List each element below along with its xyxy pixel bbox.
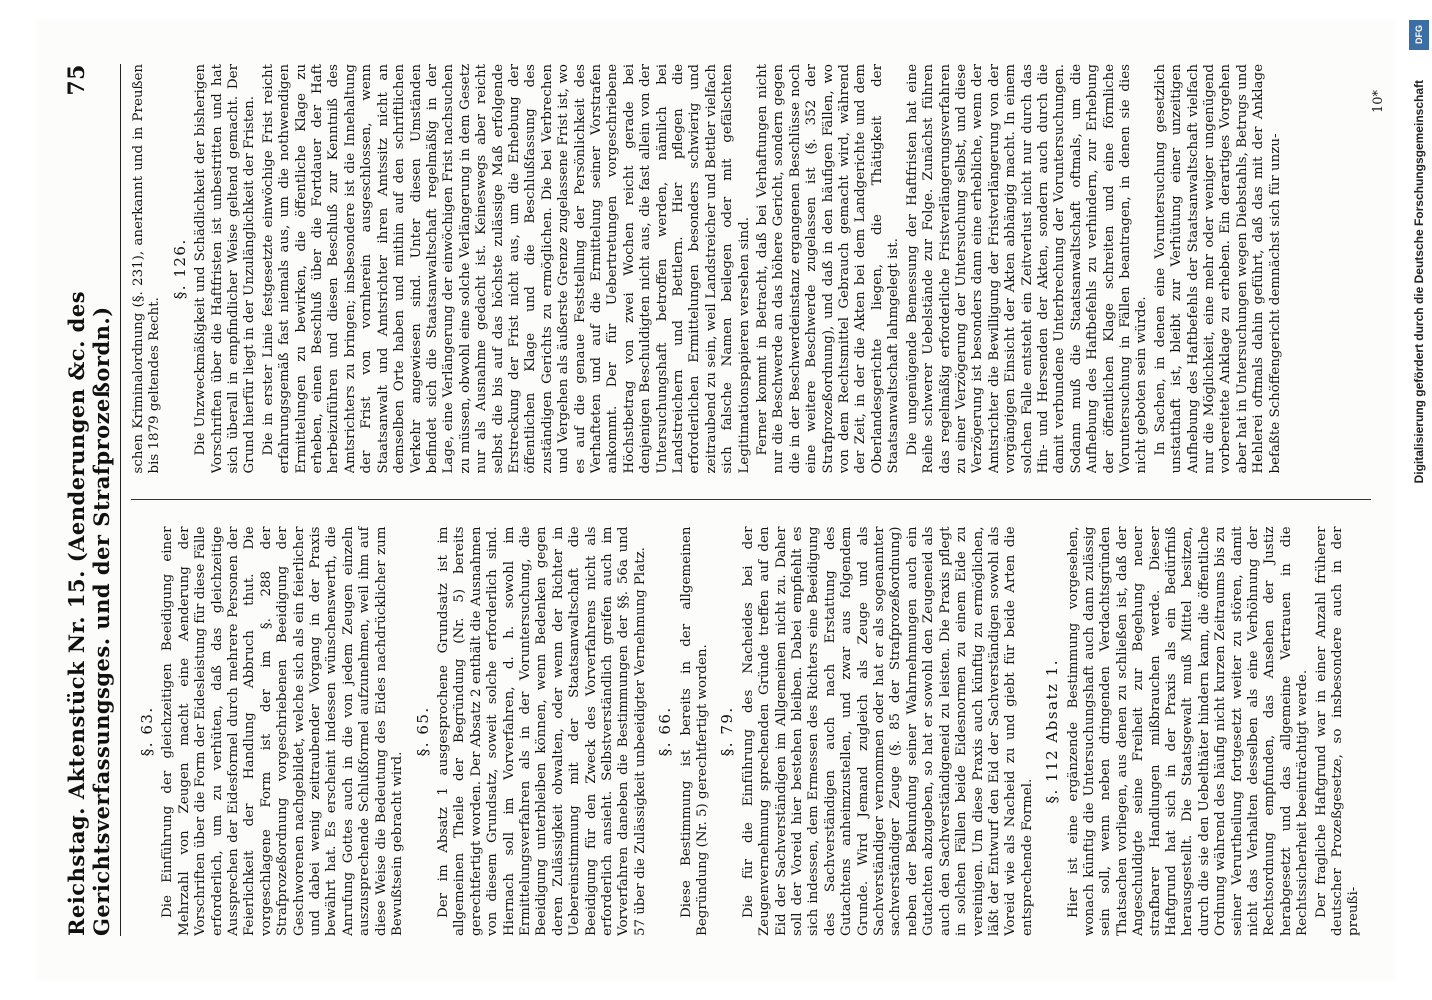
watermark-text: Digitalisierung gefördert durch die Deutsche Forschungsgemeinschaft bbox=[1412, 80, 1426, 484]
paragraph: Hier ist eine ergänzende Bestimmung vorgesehen, wonach künftig die Untersuchungshaft auch dann zulässig sein soll, wenn neben dringenden Verdachtsgründen Thatsachen vorliegen, aus denen zu schließen ist, daß der Angeschuldigte seine Freiheit zur Begehung neuer strafbarer Handlungen mißbrauchen werde. Dieser Haftgrund hat sich in der Praxis als ein Bedürfniß herausgestellt. Die Staatsgewalt muß Mittel besitzen, durch die sie den Uebelthäter hindern kann, die öffentliche Ordnung während des häufig nicht kurzen Zeitraums bis zu seiner Verurtheilung fortgesetzt weiter zu stören, damit nicht das Verhalten desselben als eine Verhöhnung der Rechtsordnung empfunden, das Ansehen der Justiz herabgesetzt und das allgemeine Vertrauen in die Rechtssicherheit beeinträchtigt werde. bbox=[1065, 526, 1311, 936]
section-heading: §. 63. bbox=[138, 706, 156, 757]
paragraph: Ferner kommt in Betracht, daß bei Verhaftungen nicht nur die Beschwerde an das höhere Gericht, sondern gegen die in der Beschwerdeinstanz ergangenen Beschlüsse noch eine weitere Beschwerde zugelassen ist (§. 352 der Strafprozeßordnung), und daß in den häufigen Fällen, wo von dem Rechtsmittel Gebrauch gemacht wird, während der Zeit, in der die Akten bei dem Landgerichte und dem Oberlandesgerichte liegen, die Thätigkeit der Staatsanwaltschaft lahmgelegt ist. bbox=[755, 64, 902, 474]
document-page bbox=[36, 20, 1396, 980]
section-heading: §. 65. bbox=[413, 706, 432, 757]
paragraph: Die für die Einführung des Nacheides bei der Zeugenvernehmung sprechenden Gründe treffen auf den Eid der Sachverständigen im Allgemeinen nicht zu. Daher soll der Voreid hier bestehen bleiben. Dabei empfiehlt es sich indessen, dem Ermessen des Richters eine Beeidigung des Sachverständigen auch nach Erstattung des Gutachtens anheimzustellen, und zwar aus folgendem Grunde. Wird Jemand zugleich als Zeuge und als Sachverständiger vernommen oder hat er als sogenannter sachverständiger Zeuge (§. 85 der Strafprozeßordnung) neben der Bekundung seiner Wahrnehmungen auch ein Gutachten abzugeben, so hat er sowohl den Zeugeneid als auch den Sachverständigeneid zu leisten. Die Praxis pflegt in solchen Fällen beide Eidesnormen zu einem Eide zu vereinigen. Um diese Praxis auch künftig zu ermöglichen, läßt der Entwurf den Eid der Sachverständigen sowohl als Voreid wie als Nacheid zu und giebt für beide Arten die entsprechende Formel. bbox=[740, 526, 1035, 936]
paragraph: Die ungenügende Bemessung der Haftfristen hat eine Reihe schwerer Uebelstände zur Folge. Zunächst führen das regelmäßig erforderliche Fristverlängerungsverfahren zu einer Verzögerung der Untersuchung selbst, und diese Verzögerung ist besonders dann eine erhebliche, wenn der Amtsrichter die Bewilligung der Fristverlängerung von der vorgängigen Einsicht der Akten abhängig macht. In einem solchen Falle entsteht ein Zeitverlust nicht nur durch das Hin- und Hersenden der Akten, sondern auch durch die damit verbundene Unterbrechung der Voruntersuchungen. Sodann muß die Staatsanwaltschaft oftmals, um die Aufhebung des Haftbefehls zu verhindern, zur Erhebung der öffentlichen Klage schreiten und eine förmliche Voruntersuchung in Fällen beantragen, in denen sie dies nicht geboten sein würde. bbox=[904, 64, 1150, 474]
paragraph: Die Einführung der gleichzeitigen Beeidigung einer Mehrzahl von Zeugen macht eine Aenderung der Vorschriften über die Form der Eidesleistung für diese Fälle erforderlich, um zu verhüten, daß das gleichzeitige Aussprechen der Eidesformel durch mehrere Personen der Feierlichkeit der Handlung Abbruch thut. Die vorgeschlagene Form ist der im §. 288 der Strafprozeßordnung vorgeschriebenen Beeidigung der Geschworenen nachgebildet, welche sich als ein feierlicher und dabei wenig zeitraubender Vorgang in der Praxis bewährt hat. Es erscheint indessen wünschenswerth, die Anrufung Gottes auch in die von jedem Zeugen einzeln auszusprechende Schlußformel aufzunehmen, weil ihm auf diese Weise die Bedeutung des Eides nachdrücklicher zum Bewußtsein gebracht wird. bbox=[160, 526, 406, 936]
right-column bbox=[131, 64, 1371, 474]
column-divider bbox=[131, 500, 1371, 501]
section-heading: §. 112 Absatz 1. bbox=[1043, 658, 1062, 804]
digitization-watermark bbox=[1408, 20, 1430, 990]
running-title: Reichstag. Aktenstück Nr. 15. (Aenderungen &c. des Gerichtsverfassungsges. und der Strafprozeßordn.) bbox=[64, 290, 114, 936]
section-heading: §. 66. bbox=[656, 706, 675, 757]
dfg-logo: DFG bbox=[1409, 20, 1429, 50]
paragraph: Die Unzweckmäßigkeit und Schädlichkeit der bisherigen Vorschriften über die Haftfristen ist unbestritten und hat sich überall in empfindlicher Weise geltend gemacht. Der Grund hierfür liegt in der Unzulänglichkeit der Fristen. bbox=[193, 64, 258, 474]
text-columns bbox=[131, 64, 1371, 936]
paragraph: Diese Bestimmung ist bereits in der allgemeinen Begründung (Nr. 5) gerechtfertigt worden. bbox=[678, 526, 710, 936]
left-column bbox=[131, 527, 1371, 937]
page-header bbox=[64, 64, 121, 936]
paragraph: In Sachen, in denen eine Voruntersuchung gesetzlich unstatthaft ist, bleibt zur Verhütung einer unzeitigen Aufhebung des Haftbefehls der Staatsanwaltschaft vielfach nur die Möglichkeit, eine mehr oder weniger ungenügend vorbereitete Anklage zu erheben. Ein derartiges Vorgehen aber hat in Untersuchungen wegen Diebstahls, Betrugs und Hehlerei oftmals dahin geführt, daß das mit der Anklage befaßte Schöffengericht demnächst sich für unzu- bbox=[1152, 64, 1283, 474]
page-number: 75 bbox=[64, 64, 90, 96]
signature-mark: 10* bbox=[1371, 90, 1386, 114]
paragraph: Der fragliche Haftgrund war in einer Anzahl früherer deutscher Prozeßgesetze, so insbesondere auch in der preußi- bbox=[1313, 526, 1362, 936]
paragraph: schen Kriminalordnung (§. 231), anerkannt und in Preußen bis 1879 geltendes Recht. bbox=[131, 64, 163, 474]
paragraph: Der im Absatz 1 ausgesprochene Grundsatz ist im allgemeinen Theile der Begründung (Nr. 5) bereits gerechtfertigt worden. Der Absatz 2 enthält die Ausnahmen von diesem Grundsatz, soweit solche erforderlich sind. Hiernach soll im Vorverfahren, d. h. sowohl im Ermittelungsverfahren als in der Voruntersuchung, die Beeidigung unterbleiben können, wenn Bedenken gegen deren Zulässigkeit obwalten, oder wenn der Richter in Uebereinstimmung mit der Staatsanwaltschaft die Beeidigung für den Zweck des Vorverfahrens nicht als erforderlich ansieht. Selbstverständlich greifen auch im Vorverfahren daneben die Bestimmungen der §§. 56a und 57 über die Zulässigkeit unbeeidigter Vernehmung Platz. bbox=[435, 526, 648, 936]
paragraph: Die in erster Linie festgesetzte einwöchige Frist reicht erfahrungsgemäß fast niemals aus, um die nothwendigen Ermittelungen zu bewirken, die öffentliche Klage zu erheben, einen Beschluß über die Fortdauer der Haft herbeizuführen und diesen Beschluß zur Kenntniß des Amtsrichters zu bringen; insbesondere ist die Innehaltung der Frist von vornherein ausgeschlossen, wenn Staatsanwalt und Amtsrichter ihren Amtssitz nicht an demselben Orte haben und mithin auf den schriftlichen Verkehr angewiesen sind. Unter diesen Umständen befindet sich die Staatsanwaltschaft regelmäßig in der Lage, eine Verlängerung der einwöchigen Frist nachsuchen zu müssen, obwohl eine solche Verlängerung in dem Gesetz nur als Ausnahme gedacht ist. Keineswegs aber reicht selbst die bis auf das höchste zulässige Maß erfolgende Erstreckung der Frist nicht aus, um die Erhebung der öffentlichen Klage und die Beschlußfassung des zuständigen Gerichts zu ermöglichen. Die bei Verbrechen und Vergehen als äußerste Grenze zugelassene Frist ist, wo es auf die genaue Feststellung der Persönlichkeit des Verhafteten und auf die Ermittelung seiner Vorstrafen ankommt. Der für Uebertretungen vorgeschriebene Höchstbetrag von zwei Wochen reicht gerade bei denjenigen Beschuldigten nicht aus, die fast allein von der Untersuchungshaft betroffen werden, nämlich bei Landstreichern und Bettlern. Hier pflegen die erforderlichen Ermittelungen besonders schwierig und zeitraubend zu sein, weil Landstreicher und Bettler vielfach sich falsche Namen beilegen oder mit gefälschten Legitimationspapieren versehen sind. bbox=[260, 64, 752, 474]
section-heading: §. 79. bbox=[718, 706, 737, 757]
section-heading: §. 126. bbox=[170, 238, 189, 300]
